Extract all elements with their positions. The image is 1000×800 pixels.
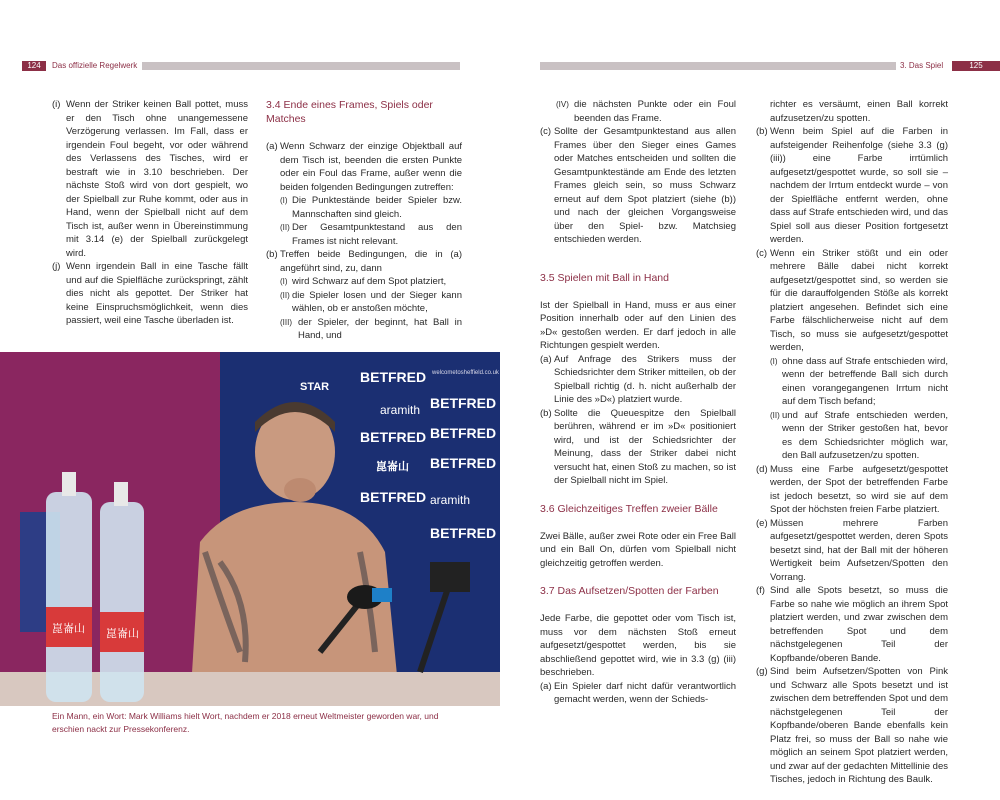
right-page-number: 125 xyxy=(952,61,1000,71)
list-item: (e) Müssen mehrere Farben aufgesetzt/gespottet werden, deren Spots besetzt sind, hat der Ball mit der höheren Wertigkeit beim Aufsetzen/Spotten den Vorrang. xyxy=(756,517,948,583)
column-3: (IV) die nächsten Punkte oder ein Foul beenden das Frame. (c) Sollte der Gesamtpunktestand aus allen Frames über den Sieger eines Games oder Matches entscheiden und sollten die Gesamtpunktestände am Ende des letzten Frames gleich sein, so muss Schwarz erneut auf dem Spot platziert (siehe (b)) und nach der gleichen Vorgangsweise über den Spiel- bzw. Matchsieg entschieden werden. 3.5 Spielen mit Ball in Hand Ist der Spielball in Hand, muss er aus einer Position innerhalb oder auf den Linien des »D« gestoßen werden. Er darf jedoch in alle Richtungen gespielt werden. (a) Auf Anfrage des Strikers muss der Schiedsrichter dem Striker mitteilen, ob der Spielball richtig (d. h. nicht außerhalb der Linie des »D«) platziert wurde. (b) Sollte die Queuespitze den Spielball berühren, während er im »D« positioniert wird, und ist der Schiedsrichter der Meinung, dass der Striker dabei nicht versucht hat, einen Stoß zu machen, so ist der Spielball nicht im Spiel. 3.6 Gleichzeitiges Treffen zweier Bälle Zwei Bälle, außer zwei Rote oder ein Free Ball und ein Ball On, dürfen vom Spielball nicht gleichzeitig getroffen werden. 3.7 Das Aufsetzen/Spotten der Farben Jede Farbe, die gepottet oder vom Tisch ist, muss vor dem nächsten Stoß erneut aufgesetzt/gespottet werden, bis sie abschließend gepottet wird, wie in 3.3 (g) (iii) beschrieben. (a) Ein Spieler darf nicht dafür verantwortlich gemacht werden, wenn der Schieds- xyxy=(540,99,736,705)
sub-item: (II) und auf Strafe entschieden werden, wenn der Striker gestoßen hat, bevor es dem Schiedsrichter möglich war, den Ball aufzusetzen/zu spotten. xyxy=(770,409,948,461)
list-item: (j) Wenn irgendein Ball in eine Tasche fällt und auf die Spielfläche zurückspringt, zählt dies nicht als gepottet. Der Striker hat keine Einspruchsmöglichkeit, wenn dies passiert, weil eine Tasche überladen ist. xyxy=(52,261,248,326)
sign-betfred: BETFRED xyxy=(430,455,497,471)
list-item: (i) Wenn der Striker keinen Ball pottet, muss er den Tisch ohne unangemessene Verzögerung verlassen. Im Fall, dass er irgendein Foul begeht, vor oder während des Verlassens des Tisches, wird er bestraft wie in 3.10 beschrieben. Der nächste Stoß wird von dort gespielt, wo der Spielball zur Ruhe kommt, oder aus in Hand, wenn der Spielball nicht auf dem Tisch ist, außer wenn in Übereinstimmung mit 3.14 (e) der Spielball zurückgelegt wird. xyxy=(52,99,248,259)
sub-item: (III) der Spieler, der beginnt, hat Ball in Hand, und xyxy=(280,316,462,341)
sign-sponsor: 崑崙山 xyxy=(376,461,409,473)
photo-caption: Ein Mann, ein Wort: Mark Williams hielt Wort, nachdem er 2018 erneut Weltmeister geworden war, und erschien nackt zur Pressekonferenz. xyxy=(52,711,439,734)
sub-item: (I) Die Punktestände beider Spieler bzw. Mannschaften sind gleich. xyxy=(280,195,462,220)
left-running-title: Das offizielle Regelwerk xyxy=(52,61,138,70)
right-running-title: 3. Das Spiel xyxy=(900,61,944,70)
column-1 xyxy=(52,98,248,328)
section-heading: 3.4 Ende eines Frames, Spiels oder Matches xyxy=(266,99,433,125)
list-item: (b) Wenn beim Spiel auf die Farben in aufsteigender Reihenfolge (siehe 3.3 (g) (iii)) eine Farbe irrtümlich aufgesetzt/gespottet wurde, so soll sie – nachdem der Irrtum entdeckt wurde – von der Spielfläche entfernt werden, ohne dass auf Strafe entschieden wird, und das Spiel soll aus dieser Position fortgesetzt werden. xyxy=(756,126,948,245)
sub-item: (II) Der Gesamtpunktestand aus den Frames ist nicht relevant. xyxy=(280,222,462,247)
list-item: (IV) die nächsten Punkte oder ein Foul beenden das Frame. xyxy=(556,99,736,124)
section-heading: 3.6 Gleichzeitiges Treffen zweier Bälle xyxy=(540,502,718,515)
sub-item: (II) die Spieler losen und der Sieger kann wählen, ob er anstoßen möchte, xyxy=(280,289,462,314)
section-heading: 3.5 Spielen mit Ball in Hand xyxy=(540,271,669,284)
sign-betfred: BETFRED xyxy=(360,369,427,385)
left-page-number: 124 xyxy=(22,61,46,71)
list-item: (b) Treffen beide Bedingungen, die in (a) angeführt sind, zu, dann (I) wird Schwarz auf dem Spot platziert, (II) die Spieler losen und der Sieger kann wählen, ob er anstoßen möchte, (III) der Spieler, der beginnt, hat Ball in Hand, und xyxy=(266,249,462,341)
sign-betfred: BETFRED xyxy=(360,489,427,505)
sign-aramith: aramith xyxy=(380,403,421,417)
list-item: (b) Sollte die Queuespitze den Spielball berühren, während er im »D« positioniert wird, und ist der Schiedsrichter der Meinung, dass der Striker dabei nicht versucht hat, einen Stoß zu machen, so ist der Spielball nicht im Spiel. xyxy=(540,407,736,486)
photo-illustration xyxy=(0,352,500,706)
sub-item: (I) ohne dass auf Strafe entschieden wird, wenn der betreffende Ball sich durch einen vorangegangenen Irrtum nicht auf dem Tisch befand; xyxy=(770,355,948,407)
press-conference-photo xyxy=(0,352,500,706)
list-item: (d) Muss eine Farbe aufgesetzt/gespottet werden, der Spot der betreffenden Farbe ist jedoch besetzt, so wird sie auf dem Spot der höchsten freien Farbe platziert. xyxy=(756,463,948,515)
bottle-label: 崑崙山 xyxy=(52,622,85,635)
sign-star: STAR xyxy=(300,381,330,393)
sign-betfred: BETFRED xyxy=(430,525,497,541)
list-item: (a) Auf Anfrage des Strikers muss der Schiedsrichter dem Striker mitteilen, ob der Spielball richtig (d. h. nicht außerhalb der Linie des »D«) platziert wurde. xyxy=(540,353,736,405)
column-4: richter es versäumt, einen Ball korrekt aufzusetzen/zu spotten. (b) Wenn beim Spiel auf die Farben in aufsteigender Reihenfolge (siehe 3.3 (g) (iii)) eine Farbe irrtümlich aufgesetzt/gespottet wurde, so soll sie – nachdem der Irrtum entdeckt wurde – von der Spielfläche entfernt werden, ohne dass auf Strafe entschieden wird, und das Spiel soll aus dieser Position fortgesetzt werden. (c) Wenn ein Striker stößt und ein oder mehrere Bälle dabei nicht korrekt aufgesetzt/gespottet sind, so werden sie für die darauffolgenden Stöße als korrekt platziert angesehen. Befindet sich eine Farbe fälschlicherweise nicht auf dem Tisch, so muss sie aufgesetzt/gespottet werden, (I) ohne dass auf Strafe entschieden wird, wenn der betreffende Ball sich durch einen vorangegangenen Irrtum nicht auf dem Tisch befand; (II) und auf Strafe entschieden werden, wenn der Striker gestoßen hat, bevor es dem Schiedsrichter möglich war, den Ball aufzusetzen/zu spotten. (d) Muss eine Farbe aufgesetzt/gespottet werden, der Spot der betreffenden Farbe ist jedoch besetzt, so wird sie auf dem Spot der höchsten freien Farbe platziert. (e) Müssen mehrere Farben aufgesetzt/gespottet werden, deren Spots besetzt sind, hat der Ball mit der höheren Wertigkeit beim Aufsetzen/Spotten den Vorrang. (f) Sind alle Spots besetzt, so muss die Farbe so nahe wie möglich an ihrem Spot platziert werden, und zwar zwischen dem betreffenden Spot und dem nächstgelegenen Teil der Kopfbande/oberen Bande. (g) Sind beim Aufsetzen/Spotten von Pink und Schwarz alle Spots besetzt und ist zwischen dem betreffenden Spot und dem nächstgelegenen Teil der Kopfbande/oberen Bande ebenfalls kein Platz frei, so muss der Ball so nahe wie möglich an seinem Spot platziert werden, und zwar auf der gedachten Mittellinie des Tisches, jedoch in Richtung des Baulk. xyxy=(756,99,948,785)
right-header-bar xyxy=(540,62,896,70)
list-item: (g) Sind beim Aufsetzen/Spotten von Pink und Schwarz alle Spots besetzt und ist zwischen dem betreffenden Spot und dem nächstgelegenen Teil der Kopfbande/oberen Bande ebenfalls kein Platz frei, so muss der Ball so nahe wie möglich an seinem Spot platziert werden, und zwar auf der gedachten Mittellinie des Tisches, jedoch in Richtung des Baulk. xyxy=(756,666,948,785)
list-item: (a) Ein Spieler darf nicht dafür verantwortlich gemacht werden, wenn der Schieds- xyxy=(540,680,736,705)
list-item: (c) Wenn ein Striker stößt und ein oder mehrere Bälle dabei nicht korrekt aufgesetzt/gespottet sind, so werden sie für die darauffolgenden Stöße als korrekt platziert angesehen. Befindet sich eine Farbe fälschlicherweise nicht auf dem Tisch, so muss sie aufgesetzt/gespottet werden, (I) ohne dass auf Strafe entschieden wird, wenn der betreffende Ball sich durch einen vorangegangenen Irrtum nicht auf dem Tisch befand; (II) und auf Strafe entschieden werden, wenn der Striker gestoßen hat, bevor es dem Schiedsrichter möglich war, den Ball aufzusetzen/zu spotten. xyxy=(756,247,948,461)
section-heading: 3.7 Das Aufsetzen/Spotten der Farben xyxy=(540,585,719,597)
list-item: (a) Wenn Schwarz der einzige Objektball auf dem Tisch ist, beenden die ersten Punkte oder ein Foul das Frame, außer wenn die beiden folgenden Bedingungen zutreffen: (I) Die Punktestände beider Spieler bzw. Mannschaften sind gleich. (II) Der Gesamtpunktestand aus den Frames ist nicht relevant. xyxy=(266,141,462,247)
bottle-label: 崑崙山 xyxy=(106,627,139,640)
sign-betfred: BETFRED xyxy=(430,395,497,411)
sign-url: welcometosheffield.co.uk xyxy=(432,370,499,376)
left-header-bar xyxy=(142,62,460,70)
list-item: (f) Sind alle Spots besetzt, so muss die Farbe so nahe wie möglich an ihrem Spot platziert werden, und zwar zwischen dem betreffenden Spot und dem nächstgelegenen Teil der Kopfbande/oberen Bande. xyxy=(756,585,948,664)
sign-betfred: BETFRED xyxy=(430,425,497,441)
column-2 xyxy=(266,98,462,343)
sign-betfred: BETFRED xyxy=(360,429,427,445)
sign-aramith: aramith xyxy=(430,493,471,507)
sub-item: (I) wird Schwarz auf dem Spot platziert, xyxy=(280,276,447,287)
list-item: (c) Sollte der Gesamtpunktestand aus allen Frames über den Sieger eines Games oder Matches entscheiden und sollten die Gesamtpunktestände am Ende des letzten Frames gleich sein, so muss Schwarz erneut auf dem Spot platziert (siehe (b)) und nach der gleichen Vorgangsweise über den Spiel- bzw. Matchsieg entschieden werden. xyxy=(540,126,736,245)
